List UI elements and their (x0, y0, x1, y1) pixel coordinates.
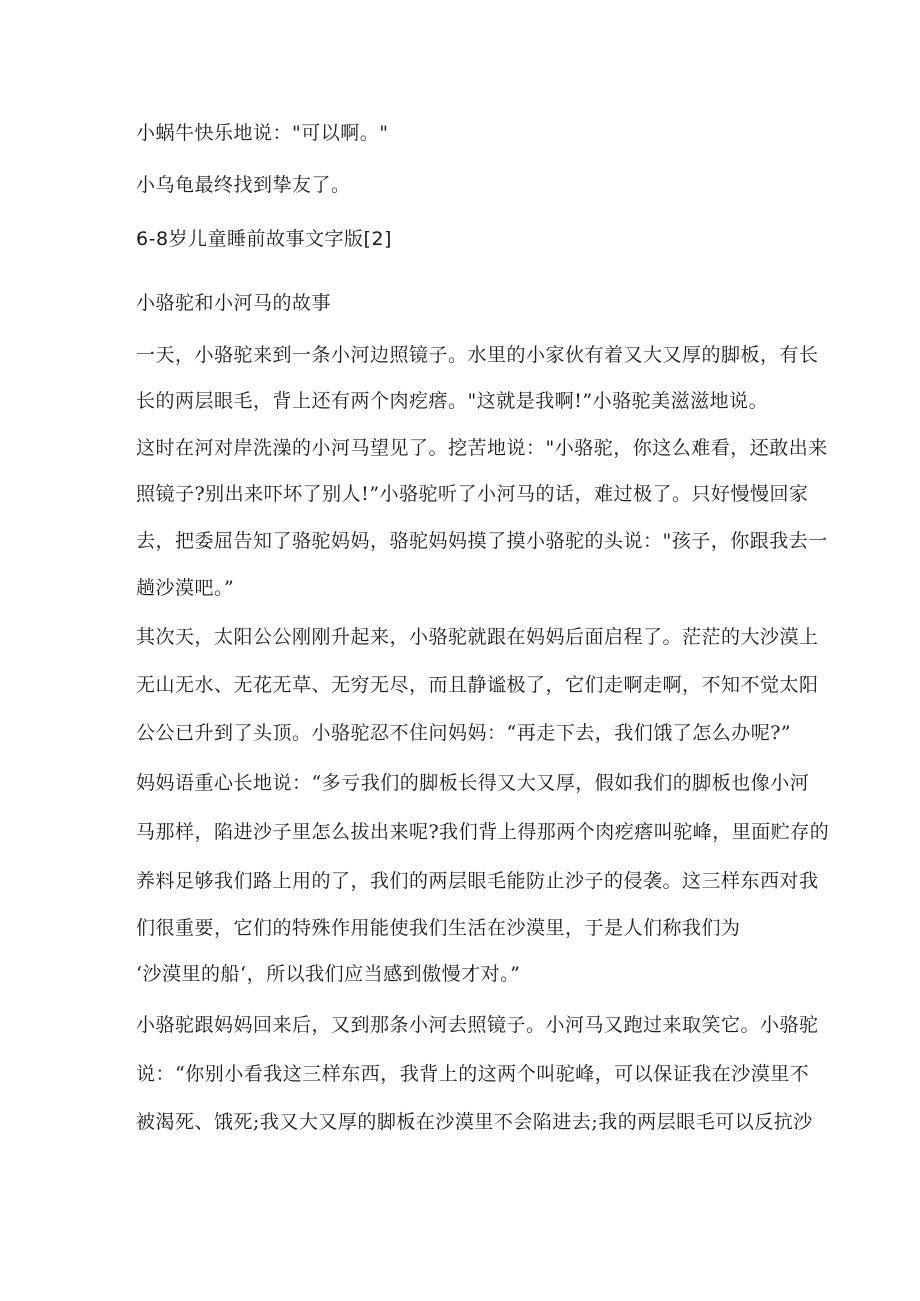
text-line: 长的两层眼毛，背上还有两个肉疙瘩。"这就是我啊!”小骆驼美滋滋地说。 (136, 390, 769, 412)
text-line: 说：“你别小看我这三样东西，我背上的这两个叫驼峰，可以保证我在沙漠里不 (136, 1063, 810, 1085)
text-line: 无山无水、无花无草、无穷无尽，而且静谧极了，它们走啊走啊，不知不觉太阳 (136, 674, 819, 696)
text-line: 们很重要，它们的特殊作用能使我们生活在沙漠里，于是人们称我们为 (136, 917, 741, 939)
text-line: 趟沙漠吧。” (136, 577, 235, 599)
text-line: 照镜子?别出来吓坏了别人!”小骆驼听了小河马的话，难过极了。只好慢慢回家 (136, 483, 809, 505)
section-heading: 6-8岁儿童睡前故事文字版[2] (136, 228, 392, 250)
text-line: 养料足够我们路上用的了，我们的两层眼毛能防止沙子的侵袭。这三样东西对我 (136, 870, 819, 892)
text-line: 其次天，太阳公公刚刚升起来，小骆驼就跟在妈妈后面启程了。茫茫的大沙漠上 (136, 626, 819, 648)
text-line: 去，把委屈告知了骆驼妈妈，骆驼妈妈摸了摸小骆驼的头说："孩子，你跟我去一 (136, 530, 828, 552)
text-line: 这时在河对岸洗澡的小河马望见了。挖苦地说："小骆驼，你这么难看，还敢出来 (136, 437, 828, 459)
text-line: 妈妈语重心长地说：“多亏我们的脚板长得又大又厚，假如我们的脚板也像小河 (136, 772, 810, 794)
text-line: 一天，小骆驼来到一条小河边照镜子。水里的小家伙有着又大又厚的脚板，有长 (136, 344, 819, 366)
text-line: 小乌龟最终找到挚友了。 (136, 174, 351, 196)
text-line: ‘沙漠里的船‘，所以我们应当感到傲慢才对。” (136, 963, 521, 985)
text-line: 马那样，陷进沙子里怎么拔出来呢?我们背上得那两个肉疙瘩叫驼峰，里面贮存的 (136, 821, 830, 843)
text-line: 被渴死、饿死;我又大又厚的脚板在沙漠里不会陷进去;我的两层眼毛可以反抗沙 (136, 1111, 813, 1133)
story-title: 小骆驼和小河马的故事 (136, 292, 332, 314)
text-line: 公公已升到了头顶。小骆驼忍不住问妈妈：“再走下去，我们饿了怎么办呢?” (136, 722, 792, 744)
text-line: 小蜗牛快乐地说："可以啊。" (136, 122, 389, 144)
text-line: 小骆驼跟妈妈回来后，又到那条小河去照镜子。小河马又跑过来取笑它。小骆驼 (136, 1014, 819, 1036)
